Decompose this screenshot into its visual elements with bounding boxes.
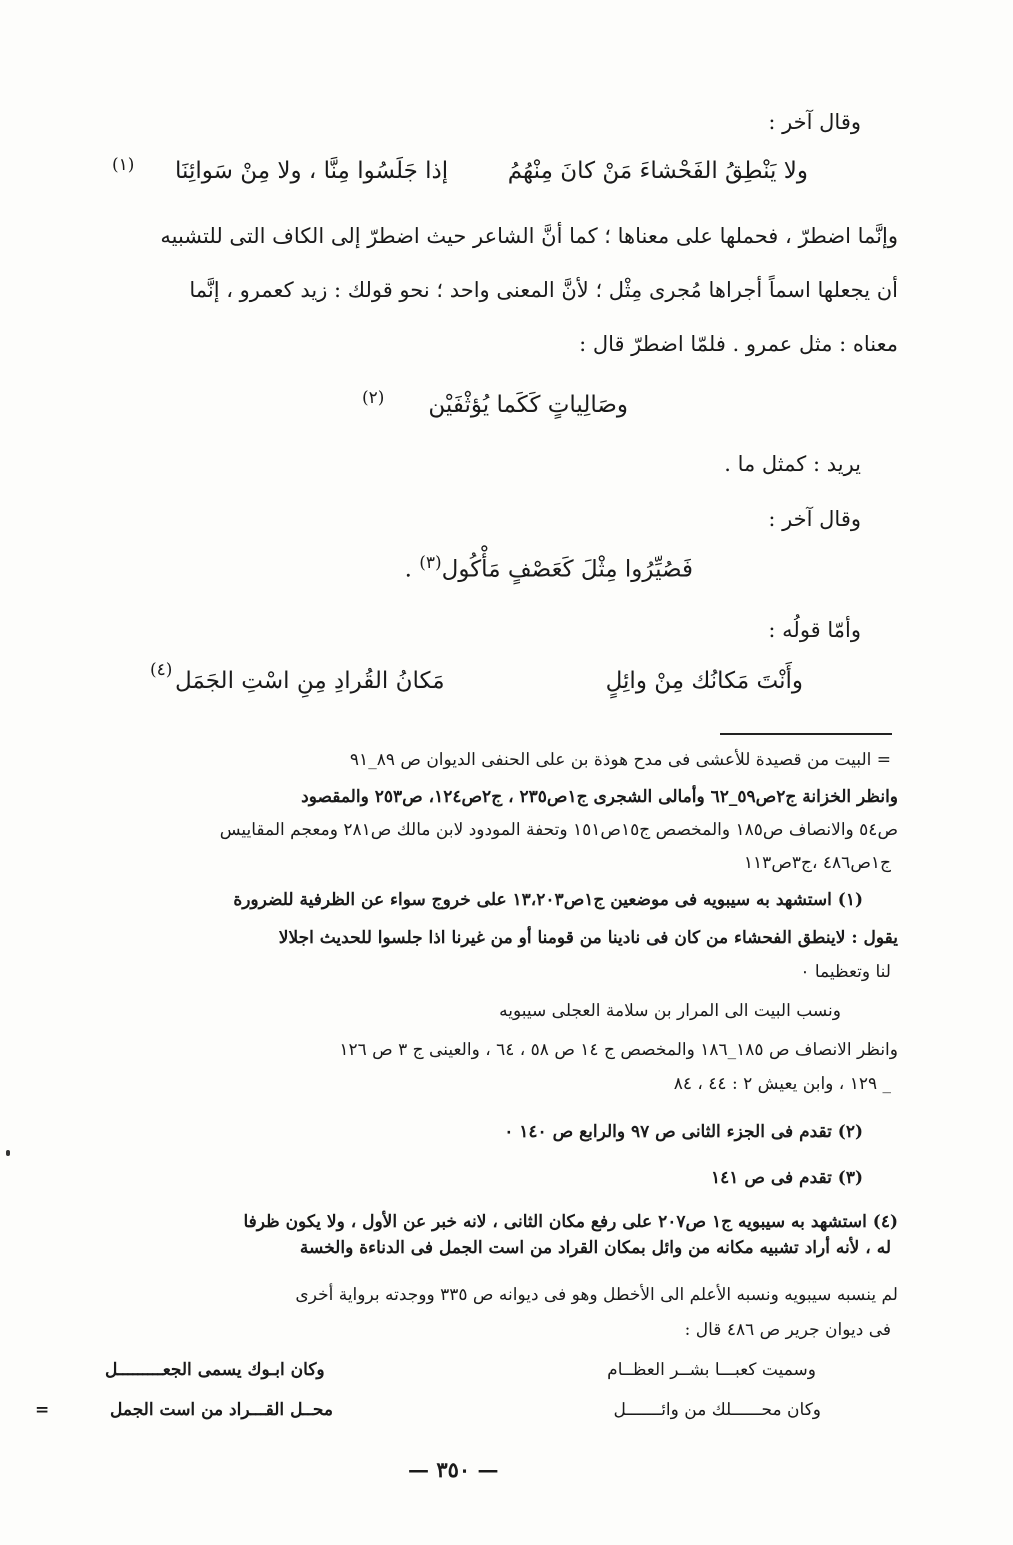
footnote-cont-line-4: ج١ص٤٨٦ ،ج٣ص١١٣ xyxy=(743,853,891,873)
poem-line-2-second: محــل القـــراد من است الجمل xyxy=(110,1400,333,1420)
verse-2: وصَالِياتٍ كَكَما يُؤثْفَيْن xyxy=(428,392,628,418)
intro-line-1: وقال آخر : xyxy=(768,110,861,134)
footnote-1-line-6: _ ١٢٩ ، وابن يعيش ٢ : ٤٤ ، ٨٤ xyxy=(673,1074,891,1094)
verse-4-first-hemistich: وأَنْتَ مَكانُك مِنْ وائِلٍ xyxy=(605,668,803,694)
footnote-4-line-4: فى ديوان جرير ص ٤٨٦ قال : xyxy=(684,1320,891,1340)
footnote-cont-line-2: وانظر الخزانة ج٢ص٥٩_٦٢ وأمالى الشجرى ج١ص٢٣٥ ، ج٢ص١٢٤، ص٢٥٣ والمقصود xyxy=(301,787,898,807)
footnote-1-line-3: لنا وتعظيما ٠ xyxy=(800,962,891,982)
verse-3-end: . xyxy=(404,556,420,583)
footnote-4-line-2: له ، لأنه أراد تشبيه مكانه من وائل بمكان القراد من است الجمل فى الدناءة والخسة xyxy=(299,1238,891,1258)
footnote-1-line-2: يقول : لاينطق الفحشاء من كان فى نادينا من قومنا أو من غيرنا اذا جلسوا للحديث اجلالا xyxy=(278,928,898,948)
footnote-1-line-5: وانظر الانصاف ص ١٨٥_١٨٦ والمخصص ج ١٤ ص ٥٨ ، ٦٤ ، والعينى ج ٣ ص ١٢٦ xyxy=(339,1040,898,1060)
verse-1-first-hemistich: ولا يَنْطِقُ الفَحْشاءَ مَنْ كانَ مِنْهُمُ xyxy=(507,158,808,184)
footnote-ref-2: (٢) xyxy=(362,388,385,408)
footnote-4-line-1: (٤) استشهد به سيبويه ج١ ص٢٠٧ على رفع مكان الثانى ، لانه خبر عن الأول ، ولا يكون ظرفا xyxy=(243,1212,898,1232)
poem-line-1-first: وسميت كعبـــا بشــر العظــام xyxy=(607,1360,816,1380)
intro-line-2: وقال آخر : xyxy=(768,507,861,531)
footnote-ref-4: (٤) xyxy=(150,660,173,680)
footnote-separator xyxy=(720,733,892,735)
intro-line-3: وأمّا قولُه : xyxy=(768,618,861,642)
footnote-cont-line-3: ص٥٤ والانصاف ص١٨٥ والمخصص ج١٥ص١٥١ وتحفة المودود لابن مالك ص٢٨١ ومعجم المقاييس xyxy=(219,820,898,840)
verse-1-second-hemistich: إذا جَلَسُوا مِنَّا ، ولا مِنْ سَوائِنَا xyxy=(175,158,449,184)
paragraph-line-1: وإنَّما اضطرّ ، فحملها على معناها ؛ كما أنَّ الشاعر حيث اضطرّ إلى الكاف التى للتشبيه xyxy=(160,224,898,248)
continuation-mark: = xyxy=(35,1400,50,1420)
footnote-4-line-3: لم ينسبه سيبويه ونسبه الأعلم الى الأخطل وهو فى ديوانه ص ٣٣٥ ووجدته برواية أخرى xyxy=(295,1285,898,1305)
poem-line-2-first: وكان محــــــلك من وائـــــــل xyxy=(613,1400,821,1420)
footnote-1-line-1: (١) استشهد به سيبويه فى موضعين ج١ص١٣،٢٠٣ على خروج سواء عن الظرفية للضرورة xyxy=(233,890,863,910)
page-number: — ٣٥٠ — xyxy=(408,1457,499,1482)
footnote-ref-1: (١) xyxy=(112,155,135,175)
footnote-ref-3: (٣) xyxy=(419,553,442,573)
verse-3-text: فَصُيِّرُوا مِثْلَ كَعَصْفٍ مَأْكُول xyxy=(441,556,693,583)
footnote-1-line-4: ونسب البيت الى المرار بن سلامة العجلى سيبويه xyxy=(499,1001,841,1021)
paragraph-line-2: أن يجعلها اسماً أجراها مُجرى مِثْل ؛ لأنَّ المعنى واحد ؛ نحو قولك : زيد كعمرو ، إنَّما xyxy=(189,278,898,302)
paragraph-line-3: معناه : مثل عمرو . فلمّا اضطرّ قال : xyxy=(579,332,898,356)
footnote-2: (٢) تقدم فى الجزء الثانى ص ٩٧ والرابع ص ١٤٠ ٠ xyxy=(504,1122,863,1142)
footnote-cont-line-1: = البيت من قصيدة للأعشى فى مدح هوذة بن على الحنفى الديوان ص ٨٩_٩١ xyxy=(349,750,891,770)
verse-4-second-hemistich: مَكانُ القُرادِ مِنِ اسْتِ الجَمَل xyxy=(175,668,445,694)
verse-3 xyxy=(405,553,693,583)
scan-speck xyxy=(6,1150,10,1156)
explanation-line: يريد : كمثل ما . xyxy=(724,452,861,476)
footnote-3: (٣) تقدم فى ص ١٤١ xyxy=(711,1168,863,1188)
poem-line-1-second: وكان ابـوك يسمى الجعـــــــــل xyxy=(105,1360,325,1380)
